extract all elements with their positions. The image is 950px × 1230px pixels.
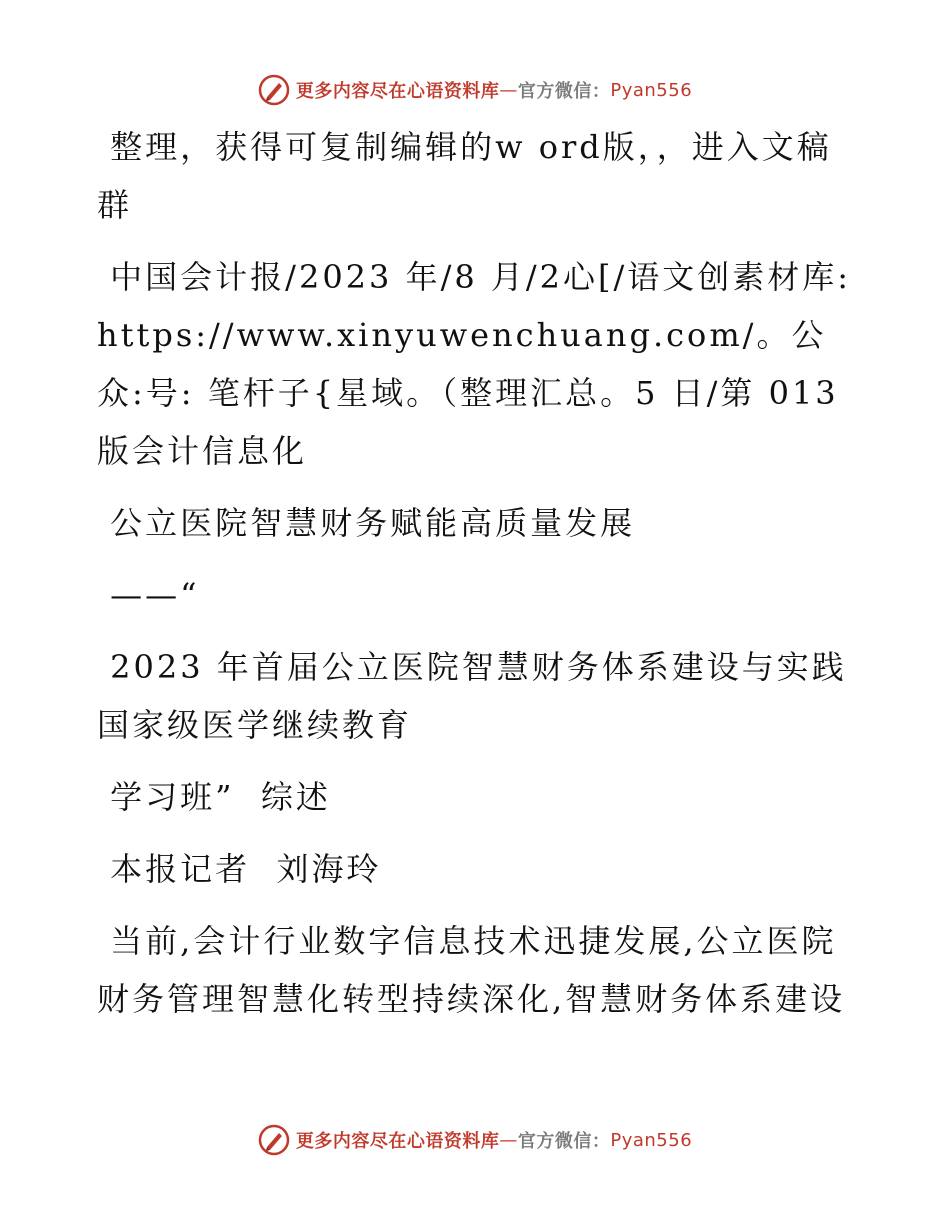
article-title: 公立医院智慧财务赋能高质量发展 [97, 504, 636, 542]
document-body [97, 118, 865, 1042]
watermark-dash: — [499, 79, 518, 101]
footer-watermark [0, 1120, 950, 1160]
pen-logo-icon [258, 1124, 290, 1156]
watermark-wechat-id: Pyan556 [610, 79, 693, 101]
byline: 本报记者 刘海玲 [97, 850, 382, 888]
paragraph-intro: 整理，获得可复制编辑的w ord版，，进入文稿群 [97, 128, 832, 224]
subtitle-line-2: 学习班” 综述 [97, 778, 331, 816]
watermark-dash: — [499, 1129, 518, 1151]
body-paragraph: 当前,会计行业数字信息技术迅捷发展,公立医院财务管理智慧化转型持续深化,智慧财务体系建设 [97, 922, 846, 1018]
watermark-separator: 官方微信： [517, 1131, 611, 1152]
subtitle-line-1: 2023 年首届公立医院智慧财务体系建设与实践国家级医学继续教育 [97, 648, 847, 744]
paragraph-source: 中国会计报/2023 年/8 月/2心[/语文创素材库: https://www.xinyuwenchuang.com/。公众:号: 笔杆子{星域。（整理汇总。5 日/第 013 版会计信息化 [97, 258, 865, 470]
watermark-separator: 官方微信： [517, 81, 611, 102]
watermark-main-text: 更多内容尽在心语资料库 [295, 1131, 500, 1152]
subtitle-dash: ——“ [97, 576, 200, 614]
watermark-main-text: 更多内容尽在心语资料库 [295, 81, 500, 102]
header-watermark [0, 70, 950, 110]
pen-logo-icon [258, 74, 290, 106]
watermark-wechat-id: Pyan556 [610, 1129, 693, 1151]
